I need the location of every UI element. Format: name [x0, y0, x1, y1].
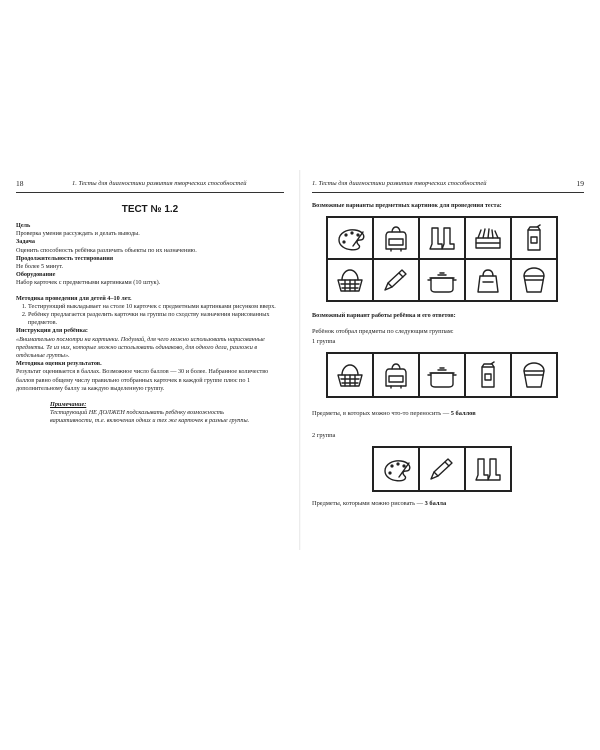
left-page-number: 18	[16, 179, 24, 188]
grouping-text: Ребёнок отобрал предметы по следующим группам:	[312, 328, 454, 335]
test-body	[16, 222, 284, 426]
right-page-number: 19	[576, 179, 584, 188]
scoring-heading: Методика оценки результатов.	[16, 360, 102, 368]
picture-card	[373, 447, 419, 491]
juice-box-icon	[471, 361, 505, 389]
group2-result-score: 3 балла	[424, 500, 447, 507]
duration-text: Не более 5 минут.	[16, 263, 64, 271]
palette-icon	[333, 224, 367, 252]
note-text: Тестирующий НЕ ДОЛЖЕН подсказывать ребёнку возможность вариативности, т.е. включения одних и тех же карточек в разные группы.	[50, 409, 250, 425]
picture-card	[465, 353, 511, 397]
method-heading: Методика проведения для детей 4–10 лет.	[16, 294, 132, 302]
picture-card	[373, 259, 419, 301]
picture-card	[327, 259, 373, 301]
juice-box-icon	[517, 224, 551, 252]
method-step: 2. Ребёнку предлагается разделить карточки на группы по сходству назначения нарисованных предметов.	[28, 311, 284, 327]
left-running-head: 1. Тесты для диагностики развития творческих способностей	[72, 180, 247, 187]
picture-card	[511, 259, 557, 301]
method-step: 1. Тестирующий выкладывает на столе 10 карточек с предметными картинками рисунком вверх.	[28, 303, 284, 311]
duration-heading: Продолжительность тестирования	[16, 254, 114, 262]
left-running-header	[16, 178, 284, 193]
basket-icon	[333, 266, 367, 294]
picture-card	[419, 217, 465, 259]
cards-grid	[326, 216, 558, 302]
instruction-text: «Внимательно посмотри на картинки. Подумай, для чего можно использовать нарисованные предметы. Те из них, которые можно использовать одинаково, для одного дела, разложи в отдельные группы».	[16, 335, 265, 360]
pot-icon	[425, 361, 459, 389]
instruction-heading: Инструкция для ребёнка:	[16, 327, 88, 335]
right-running-header	[312, 178, 584, 193]
pencil-icon	[379, 266, 413, 294]
picture-card	[327, 353, 373, 397]
bucket-icon	[517, 266, 551, 294]
task-text: Оценить способность ребёнка различать объекты по их назначению.	[16, 246, 197, 254]
equipment-text: Набор карточек с предметными картинками (10 штук).	[16, 279, 161, 287]
picture-card	[419, 259, 465, 301]
left-page	[16, 178, 284, 538]
brush-box-icon	[471, 224, 505, 252]
picture-card	[511, 217, 557, 259]
page-fold	[299, 170, 301, 550]
group2-grid	[372, 446, 512, 492]
picture-card	[465, 259, 511, 301]
test-title: ТЕСТ № 1.2	[121, 204, 179, 215]
group2-result-text: Предметы, которыми можно рисовать —	[312, 500, 425, 507]
task-heading: Задача	[16, 238, 35, 246]
bag-icon	[471, 266, 505, 294]
palette-icon	[379, 455, 413, 483]
right-running-head: 1. Тесты для диагностики развития творческих способностей	[312, 180, 487, 187]
group1-grid	[326, 352, 558, 398]
group2-label: 2 группа	[312, 432, 336, 439]
answer-caption: Возможный вариант работы ребёнка и его ответов:	[312, 312, 456, 319]
right-page	[312, 178, 584, 538]
note-block	[50, 401, 250, 426]
group1-result-score: 5 баллов	[450, 410, 476, 417]
picture-card	[465, 217, 511, 259]
backpack-icon	[379, 361, 413, 389]
goal-text: Проверка умения рассуждать и делать выводы.	[16, 230, 140, 238]
group2-result	[312, 500, 446, 507]
picture-card	[373, 217, 419, 259]
picture-card	[327, 217, 373, 259]
pencil-icon	[425, 455, 459, 483]
picture-card	[465, 447, 511, 491]
picture-card	[511, 353, 557, 397]
picture-card	[373, 353, 419, 397]
scoring-text: Результат оценивается в баллах. Возможное число баллов — 30 и более. Набранное количество баллов равно общему числу правильно отобранных карточек в каждой группе плюс по 1 дополнительному баллу за каждую выделенную группу.	[16, 368, 269, 392]
note-heading: Примечание:	[50, 401, 87, 409]
cards-caption: Возможные варианты предметных картинок для проведения теста:	[312, 202, 502, 209]
method-steps	[16, 303, 284, 328]
group1-label: 1 группа	[312, 338, 336, 345]
group1-result	[312, 410, 476, 417]
picture-card	[419, 353, 465, 397]
pot-icon	[425, 266, 459, 294]
equipment-heading: Оборудование	[16, 271, 56, 279]
basket-icon	[333, 361, 367, 389]
boots-icon	[471, 455, 505, 483]
boots-icon	[425, 224, 459, 252]
goal-heading: Цель	[16, 222, 31, 229]
backpack-icon	[379, 224, 413, 252]
picture-card	[419, 447, 465, 491]
bucket-icon	[517, 361, 551, 389]
group1-result-text: Предметы, в которых можно что-то переносить —	[312, 410, 451, 417]
